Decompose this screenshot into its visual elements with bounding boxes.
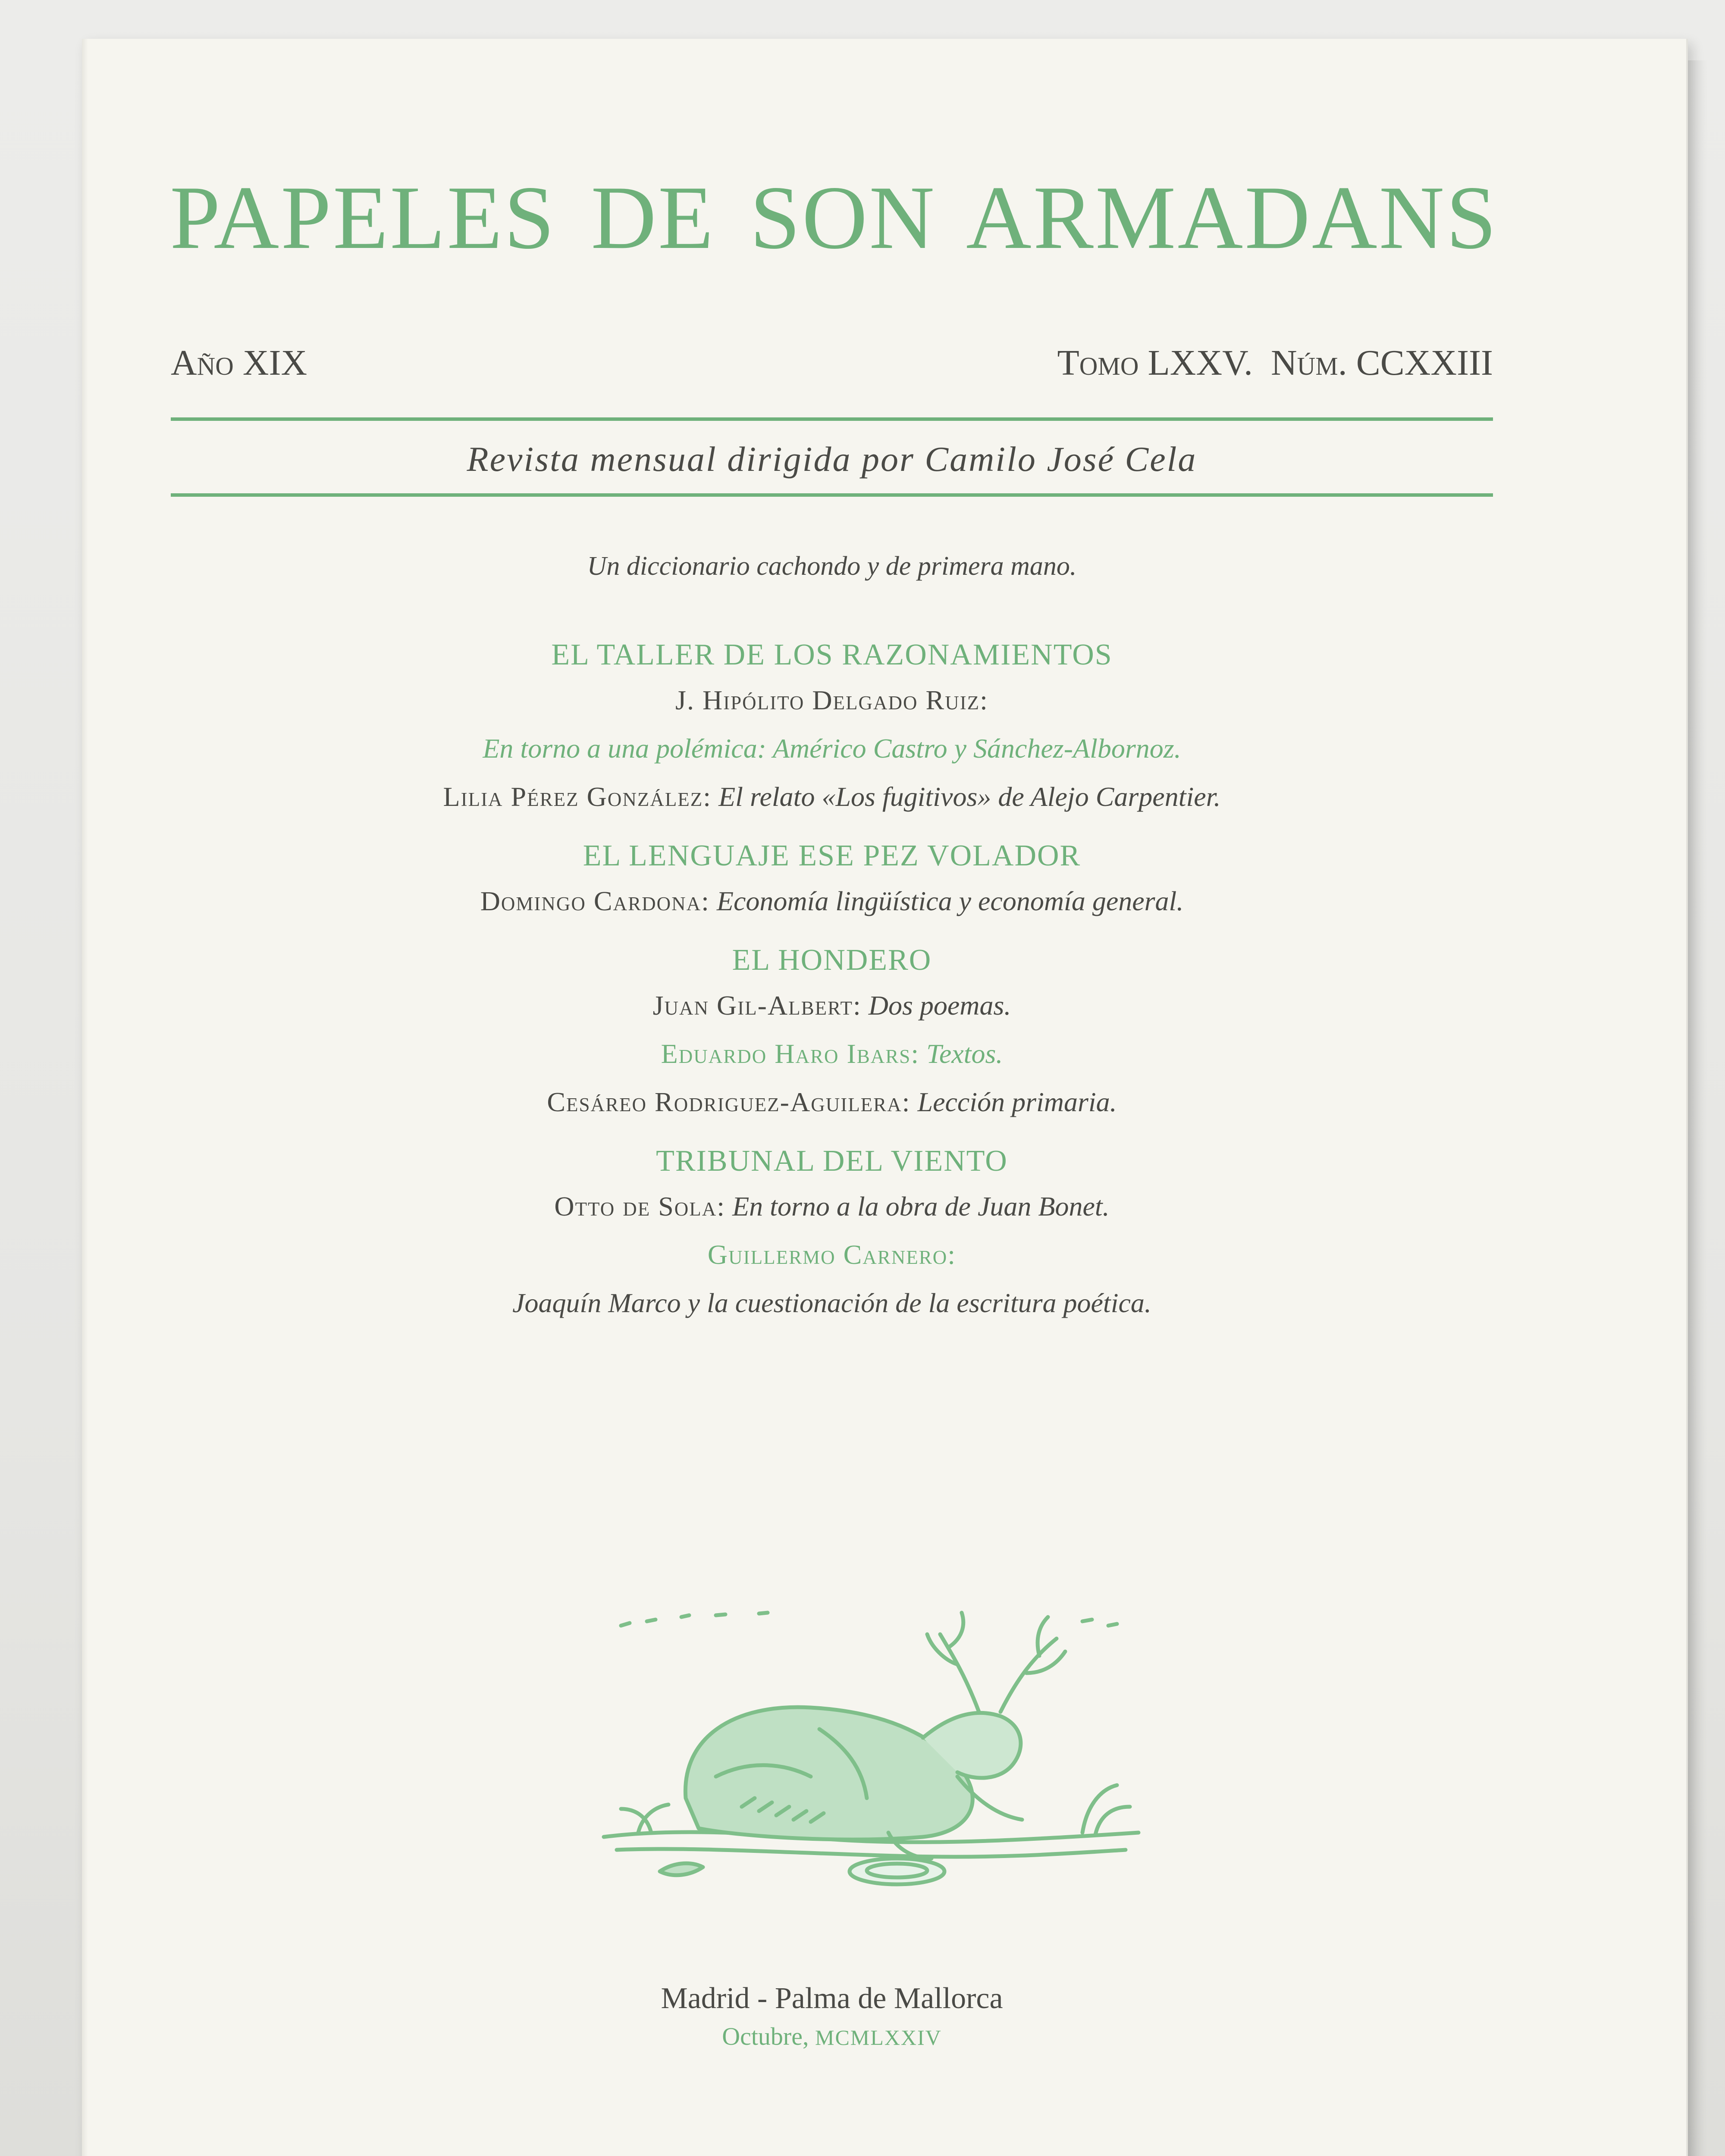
subtitle: Revista mensual dirigida por Camilo José Cela [467, 439, 1197, 479]
entry-work: El relato «Los fugitivos» de Alejo Carpentier. [718, 781, 1221, 812]
year-label: Año XIX [171, 343, 307, 383]
bottom-rule [171, 493, 1493, 497]
number-label: Núm. CCXXIII [1270, 343, 1493, 383]
toc-section [171, 945, 1493, 1116]
section-heading: EL TALLER DE LOS RAZONAMIENTOS [551, 638, 1113, 671]
imprint-year: MCMLXXIV [815, 2025, 942, 2049]
toc-entry [171, 1289, 1493, 1317]
top-rule [171, 417, 1493, 421]
toc-entry [171, 735, 1493, 762]
section-heading: EL LENGUAJE ESE PEZ VOLADOR [583, 839, 1081, 872]
toc-entry [171, 1193, 1493, 1220]
cover-left-edge [82, 39, 88, 2156]
entry-work: Textos. [926, 1038, 1003, 1069]
entry-author: Juan Gil-Albert: [652, 990, 862, 1021]
toc-entry [171, 887, 1493, 915]
toc-section [171, 841, 1493, 915]
issue-info-row [171, 345, 1493, 392]
table-of-contents [171, 640, 1493, 1347]
section-heading: EL HONDERO [732, 943, 932, 977]
toc-section [171, 1146, 1493, 1317]
toc-section [171, 640, 1493, 811]
toc-entry [171, 686, 1493, 714]
volume-number [1057, 345, 1493, 381]
toc-entry [171, 1088, 1493, 1116]
toc-entry [171, 1040, 1493, 1068]
imprint-month: Octubre, [722, 2022, 809, 2050]
entry-work: En torno a una polémica: Américo Castro y Sánchez-Albornoz. [483, 733, 1181, 764]
entry-work: Joaquín Marco y la cuestionación de la escritura poética. [512, 1288, 1151, 1318]
entry-author: Lilia Pérez González: [443, 781, 712, 812]
entry-work: En torno a la obra de Juan Bonet. [732, 1191, 1110, 1222]
entry-author: Otto de Sola: [554, 1191, 726, 1222]
magazine-title: PAPELES DE SON ARMADANS [170, 168, 1498, 268]
entry-author: Eduardo Haro Ibars: [661, 1038, 920, 1069]
entry-author: Cesáreo Rodriguez-Aguilera: [547, 1087, 911, 1117]
imprint [171, 1984, 1493, 2049]
entry-work: Economía lingüística y economía general. [716, 886, 1184, 916]
imprint-city: Madrid - Palma de Mallorca [661, 1982, 1003, 2015]
toc-entry [171, 1241, 1493, 1269]
entry-author: Domingo Cardona: [480, 886, 710, 916]
stag-woodcut-icon [586, 1574, 1156, 1919]
toc-entry [171, 992, 1493, 1019]
tagline: Un diccionario cachondo y de primera mano. [587, 552, 1077, 581]
entry-author: J. Hipólito Delgado Ruiz: [675, 685, 988, 715]
imprint-date [171, 2024, 1493, 2049]
entry-work: Dos poemas. [868, 990, 1011, 1021]
entry-author: Guillermo Carnero: [707, 1239, 957, 1270]
toc-entry [171, 783, 1493, 811]
entry-work: Lección primaria. [917, 1087, 1117, 1117]
section-heading: TRIBUNAL DEL VIENTO [656, 1144, 1008, 1178]
volume-label: Tomo LXXV. [1057, 343, 1253, 383]
